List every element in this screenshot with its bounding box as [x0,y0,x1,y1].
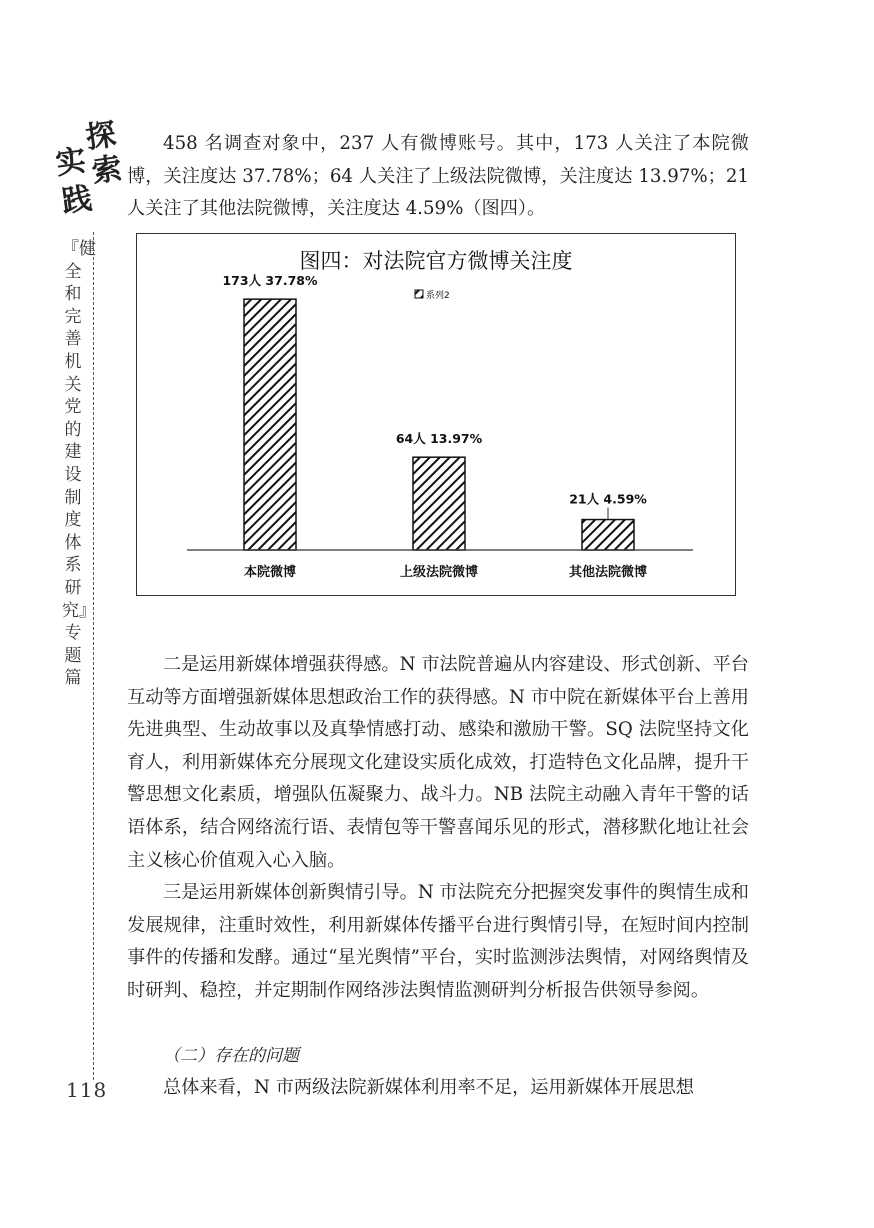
legend-swatch [415,290,423,298]
chart-title: 图四：对法院官方微博关注度 [299,249,573,273]
brand-char: 践 [59,181,95,220]
brand-calligraphy [53,117,125,226]
paragraph-new-media-gain: 二是运用新媒体增强获得感。N 市法院普遍从内容建设、形式创新、平台互动等方面增强新媒体思想政治工作的获得感。N 市中院在新媒体平台上善用先进典型、生动故事以及真挚情感打动、感染和激励干警。SQ 法院坚持文化育人，利用新媒体充分展现文化建设实质化成效，打造特色文化品牌，提升干警思想文化素质，增强队伍凝聚力、战斗力。NB 法院主动融入青年干警的话语体系，结合网络流行语、表情包等干警喜闻乐见的形式，潜移默化地让社会主义核心价值观入心入脑。 [127,654,749,871]
chart-category-label: 本院微博 [243,565,297,580]
brand-char: 实 [53,143,89,182]
chart-canvas [137,234,735,595]
legend-label: 系列2 [426,291,450,301]
chart-category-label: 上级法院微博 [399,565,479,580]
chart-data-label: 21人 4.59% [569,491,647,507]
brand-char: 索 [89,151,125,190]
chart-category-label: 其他法院微博 [568,565,648,580]
chart-data-label: 64人 13.97% [395,431,483,447]
chart-bar [413,457,465,550]
chart-legend [415,289,450,301]
chart-figure-4 [136,233,736,596]
section-subheading: （二）存在的问题 [163,1046,299,1066]
paragraph-problems: 总体来看，N 市两级法院新媒体利用率不足，运用新媒体开展思想 [163,1077,694,1098]
margin-dashed-divider [93,232,94,1080]
chart-bar [582,520,634,550]
chart-data-label: 173人 37.78% [222,273,318,289]
brand-char: 探 [83,117,119,156]
page-number: 118 [66,1078,108,1102]
chart-bar [244,299,296,550]
series-title-vertical: 『健全和完善机关党的建设制度体系研究』专题篇 [62,239,96,689]
paragraph-public-opinion: 三是运用新媒体创新舆情引导。N 市法院充分把握突发事件的舆情生成和发展规律，注重时效性，利用新媒体传播平台进行舆情引导，在短时间内控制事件的传播和发酵。通过“星光舆情”平台，实时监测涉法舆情，对网络舆情及时研判、稳控，并定期制作网络涉法舆情监测研判分析报告供领导参阅。 [127,882,749,1001]
intro-paragraph: 458 名调查对象中，237 人有微博账号。其中，173 人关注了本院微博，关注度达 37.78%；64 人关注了上级法院微博，关注度达 13.97%；21 人关注了其他法院微博，关注度达 4.59%（图四）。 [127,133,749,220]
